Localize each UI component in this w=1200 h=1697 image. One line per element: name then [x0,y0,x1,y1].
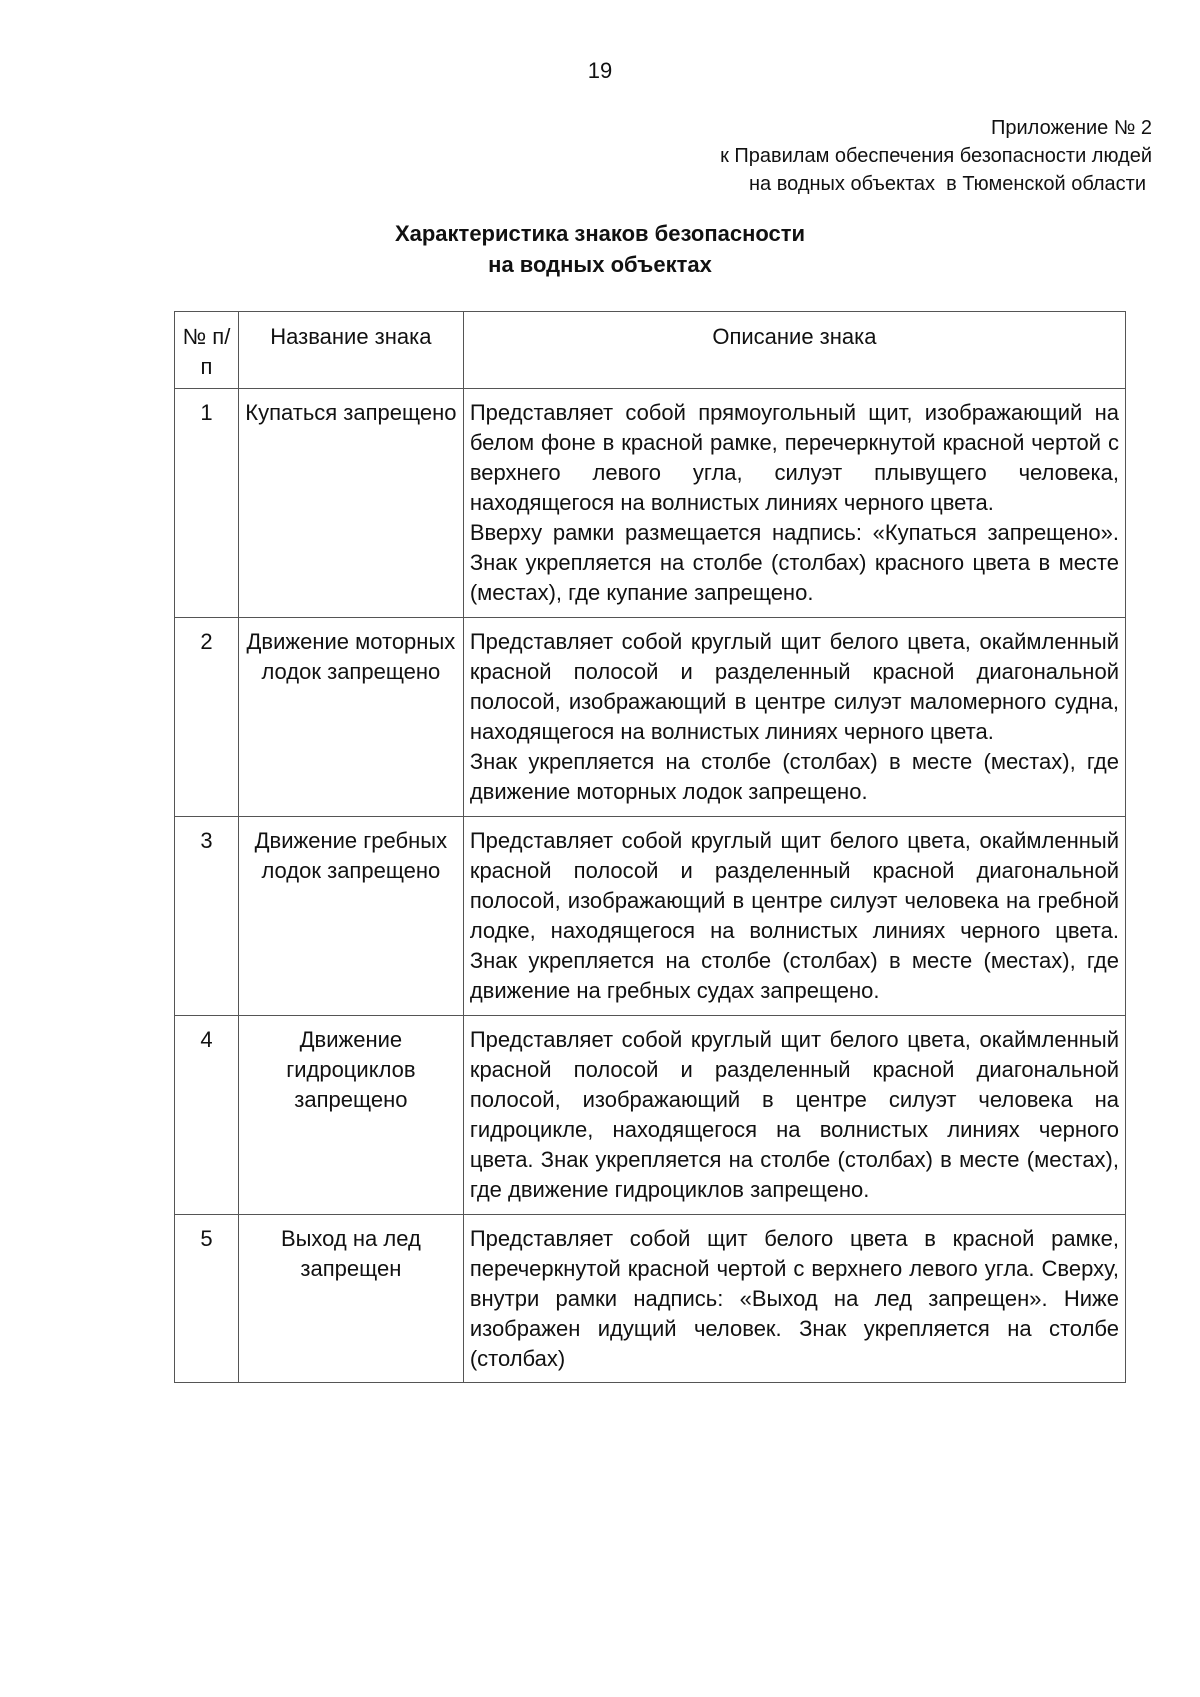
row-number: 5 [175,1215,239,1383]
row-number: 3 [175,817,239,1016]
table-header-row [175,312,1126,389]
document-title [0,218,1200,280]
row-number: 2 [175,618,239,817]
header-name: Название знака [238,312,463,389]
appendix-reference [720,114,1152,198]
table-row [175,1016,1126,1215]
appendix-line-1: Приложение № 2 [991,117,1152,139]
description-paragraph: Представляет собой круглый щит белого цвета, окаймленный красной полосой и разделенный красной диагональной полосой, изображающий в центре силуэт человека на гребной лодке, находящегося на волнистых линиях черного цвета. Знак укрепляется на столбе (столбах) в месте (местах), где движение на гребных судах запрещено. [469,828,1119,1003]
page-number: 19 [587,58,613,83]
appendix-line-2: к Правилам обеспечения безопасности людей [720,145,1152,167]
description-paragraph: Вверху рамки размещается надпись: «Купаться запрещено». Знак укрепляется на столбе (столбах) красного цвета в месте (местах), где купание запрещено. [469,520,1119,605]
sign-name: Выход на лед запрещен [238,1215,463,1383]
appendix-line-3: на водных объектах в Тюменской области [749,173,1146,195]
sign-name: Движение моторных лодок запрещено [238,618,463,817]
description-paragraph: Представляет собой щит белого цвета в красной рамке, перечеркнутой красной чертой с верхнего левого угла. Сверху, внутри рамки надпись: «Выход на лед запрещен». Ниже изображен идущий человек. Знак укрепляется на столбе (столбах) [469,1226,1119,1371]
sign-description [463,618,1125,817]
row-number: 1 [175,389,239,618]
sign-description [463,1016,1125,1215]
table-row [175,1215,1126,1383]
row-number: 4 [175,1016,239,1215]
sign-description [463,1215,1125,1383]
description-paragraph: Представляет собой прямоугольный щит, изображающий на белом фоне в красной рамке, перечеркнутой красной чертой с верхнего левого угла, силуэт плывущего человека, находящегося на волнистых линиях черного цвета. [469,400,1119,515]
header-number: № п/п [175,312,239,389]
header-description: Описание знака [463,312,1125,389]
description-paragraph: Представляет собой круглый щит белого цвета, окаймленный красной полосой и разделенный красной диагональной полосой, изображающий в центре силуэт маломерного судна, находящегося на волнистых линиях черного цвета. [469,629,1119,744]
sign-name: Купаться запрещено [238,389,463,618]
document-title-line-2: на водных объектах [488,252,712,277]
sign-name: Движение гидроциклов запрещено [238,1016,463,1215]
document-title-line-1: Характеристика знаков безопасности [394,221,806,246]
sign-description [463,389,1125,618]
sign-name: Движение гребных лодок запрещено [238,817,463,1016]
table-row [175,817,1126,1016]
safety-signs-table [174,311,1126,1383]
description-paragraph: Представляет собой круглый щит белого цвета, окаймленный красной полосой и разделенный красной диагональной полосой, изображающий в центре силуэт человека на гидроцикле, находящегося на волнистых линиях черного цвета. Знак укрепляется на столбе (столбах) в месте (местах), где движение гидроциклов запрещено. [469,1027,1119,1202]
description-paragraph: Знак укрепляется на столбе (столбах) в месте (местах), где движение моторных лодок запрещено. [469,749,1119,804]
table-row [175,618,1126,817]
sign-description [463,817,1125,1016]
table-row [175,389,1126,618]
